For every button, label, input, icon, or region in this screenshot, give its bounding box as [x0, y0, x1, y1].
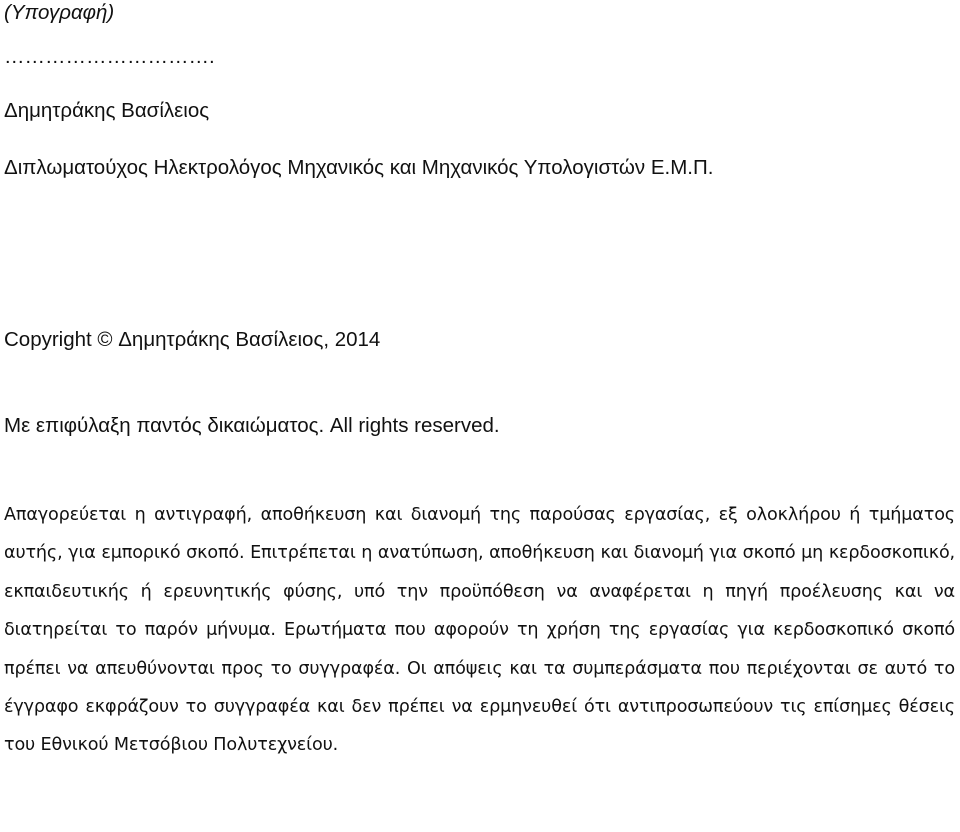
- rights-reserved-line: Με επιφύλαξη παντός δικαιώματος. All rights reserved.: [4, 414, 500, 437]
- signature-line: ………………………….: [4, 45, 215, 68]
- author-degree: Διπλωματούχος Ηλεκτρολόγος Μηχανικός και Μηχανικός Υπολογιστών Ε.Μ.Π.: [4, 156, 714, 179]
- copyright-line: Copyright © Δημητράκης Βασίλειος, 2014: [4, 328, 381, 351]
- copyright-notice-paragraph: Απαγορεύεται η αντιγραφή, αποθήκευση και διανομή της παρούσας εργασίας, εξ ολοκλήρου ή τμήματος αυτής, για εμπορικό σκοπό. Επιτρέπεται η ανατύπωση, αποθήκευση και διανομή για σκοπό μη κερδοσκοπικό, εκπαιδευτικής ή ερευνητικής φύσης, υπό την προϋπόθεση να αναφέρεται η πηγή προέλευσης και να διατηρείται το παρόν μήνυμα. Ερωτήματα που αφορούν τη χρήση της εργασίας για κερδοσκοπικό σκοπό πρέπει να απευθύνονται προς το συγγραφέα. Οι απόψεις και τα συμπεράσματα που περιέχονται σε αυτό το έγγραφο εκφράζουν το συγγραφέα και δεν πρέπει να ερμηνευθεί ότι αντιπροσωπεύουν τις επίσημες θέσεις του Εθνικού Μετσόβιου Πολυτεχνείου.: [4, 505, 955, 756]
- author-name: Δημητράκης Βασίλειος: [4, 99, 210, 122]
- signature-label: (Υπογραφή): [4, 1, 115, 24]
